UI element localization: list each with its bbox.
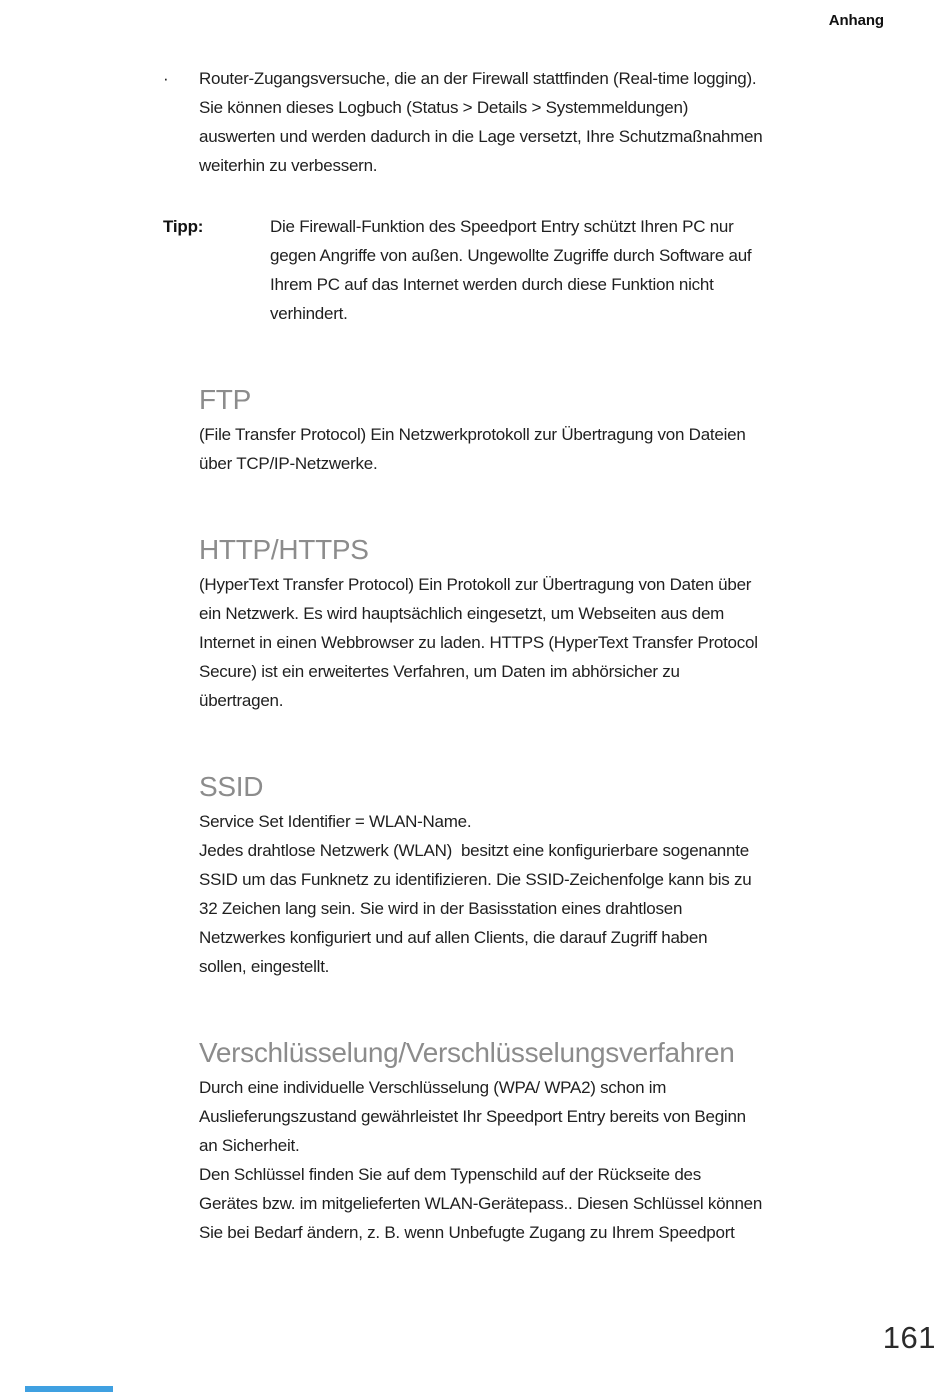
bullet-icon: ·	[163, 69, 169, 88]
glossary-section-ssid	[163, 769, 890, 981]
glossary-section-http-https	[163, 532, 890, 715]
page-header-label: Anhang	[828, 12, 884, 29]
section-body-http-https: (HyperText Transfer Protocol) Ein Protokoll zur Übertragung von Daten über ein Netzwerk. Es wird hauptsächlich eingesetzt, um Webseiten aus dem Internet in einen Webbrowser zu laden. HTTPS (HyperText Transfer Protocol Secure) ist ein erweitertes Verfahren, um Daten im abhörsicher zu übertragen.	[199, 575, 758, 710]
bullet-paragraph: Router-Zugangsversuche, die an der Firewall stattfinden (Real-time logging). Sie können dieses Logbuch (Status > Details > Systemmeldungen) auswerten und werden dadurch in die Lage versetzt, Ihre Schutzmaßnahmen weiterhin zu verbessern.	[199, 69, 763, 175]
section-title-ftp: FTP	[199, 384, 251, 415]
footer-accent-bar	[25, 1386, 113, 1392]
tip-paragraph: Die Firewall-Funktion des Speedport Entry schützt Ihren PC nur gegen Angriffe von außen. Ungewollte Zugriffe durch Software auf Ihrem PC auf das Internet werden durch diese Funktion nicht verhindert.	[270, 217, 752, 323]
section-body-verschluesselung: Durch eine individuelle Verschlüsselung (WPA/ WPA2) schon im Auslieferungszustand gewährleistet Ihr Speedport Entry bereits von Beginn an Sicherheit. Den Schlüssel finden Sie auf dem Typenschild auf der Rückseite des Gerätes bzw. im mitgelieferten WLAN-Gerätepass.. Diesen Schlüssel können Sie bei Bedarf ändern, z. B. wenn Unbefugte Zugang zu Ihrem Speedport	[199, 1078, 763, 1242]
section-title-http-https: HTTP/HTTPS	[199, 534, 369, 565]
section-title-ssid: SSID	[199, 771, 264, 802]
glossary-section-verschluesselung	[163, 1035, 890, 1247]
page-number: 161	[882, 1320, 936, 1355]
page-content	[163, 64, 890, 1247]
section-body-ssid: Service Set Identifier = WLAN-Name. Jedes drahtlose Netzwerk (WLAN) besitzt eine konfigurierbare sogenannte SSID um das Funknetz zu identifizieren. Die SSID-Zeichenfolge kann bis zu 32 Zeichen lang sein. Sie wird in der Basisstation eines drahtlosen Netzwerkes konfiguriert und auf allen Clients, die darauf Zugriff haben sollen, eingestellt.	[199, 812, 752, 976]
glossary-section-ftp	[163, 382, 890, 478]
bullet-list-item	[163, 64, 890, 180]
section-body-ftp: (File Transfer Protocol) Ein Netzwerkprotokoll zur Übertragung von Dateien über TCP/IP-Netzwerke.	[199, 425, 746, 473]
tip-block	[163, 212, 890, 328]
tip-label: Tipp:	[163, 217, 204, 236]
section-title-verschluesselung: Verschlüsselung/Verschlüsselungsverfahren	[199, 1037, 735, 1068]
